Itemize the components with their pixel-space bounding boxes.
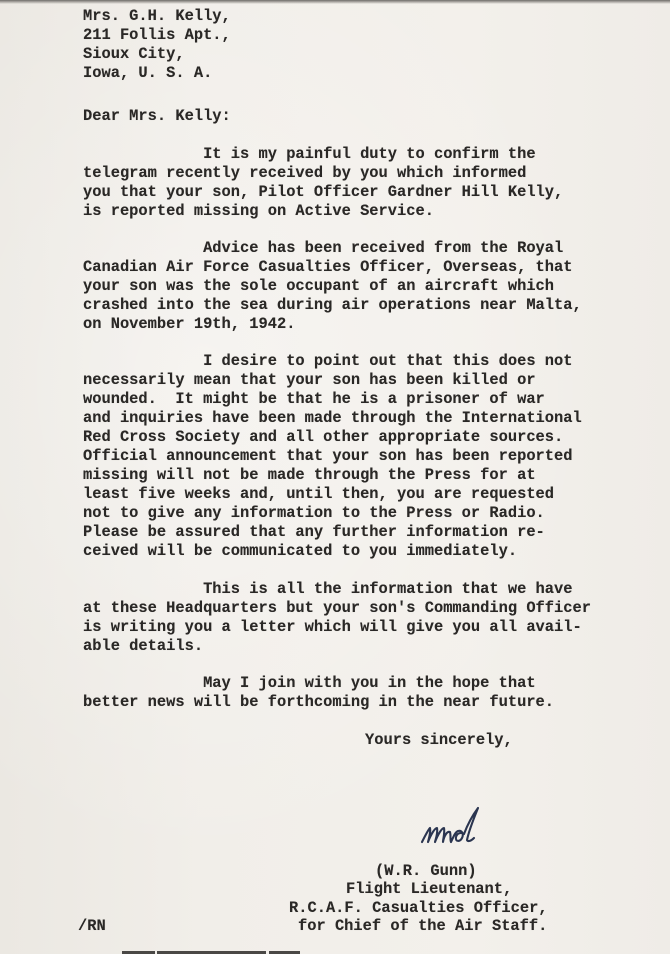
- paragraph-line: your son was the sole occupant of an aircraft which: [83, 277, 555, 295]
- salutation: Dear Mrs. Kelly:: [83, 107, 231, 125]
- paragraph-line: and inquiries have been made through the International: [83, 409, 582, 427]
- paragraph-line: missing will not be made through the Press for at: [83, 466, 536, 484]
- paragraph-line: ceived will be communicated to you immediately.: [83, 542, 518, 560]
- address-line: Sioux City,: [83, 45, 185, 63]
- paragraph-line: May I join with you in the hope that: [83, 674, 536, 692]
- address-line: 211 Follis Apt.,: [83, 26, 231, 44]
- paragraph-line: telegram recently received by you which informed: [83, 164, 527, 182]
- address-line: Iowa, U. S. A.: [83, 64, 213, 82]
- paragraph-line: is reported missing on Active Service.: [83, 202, 434, 220]
- paragraph-line: Official announcement that your son has been reported: [83, 447, 573, 465]
- closing: Yours sincerely,: [365, 731, 513, 749]
- paragraph-line: is writing you a letter which will give you all avail-: [83, 618, 582, 636]
- paragraph-line: Red Cross Society and all other appropriate sources.: [83, 428, 564, 446]
- paragraph-line: Please be assured that any further information re-: [83, 523, 545, 541]
- paragraph-line: able details.: [83, 637, 204, 655]
- paragraph-line: at these Headquarters but your son's Commanding Officer: [83, 599, 591, 617]
- paragraph-line: Canadian Air Force Casualties Officer, Overseas, that: [83, 258, 573, 276]
- handwritten-signature: [420, 806, 482, 848]
- paragraph-line: necessarily mean that your son has been killed or: [83, 371, 536, 389]
- paragraph-line: wounded. It might be that he is a prisoner of war: [83, 390, 545, 408]
- reference-initials: /RN: [78, 917, 106, 935]
- signer-on-behalf: for Chief of the Air Staff.: [298, 917, 548, 935]
- paragraph-line: not to give any information to the Press or Radio.: [83, 504, 545, 522]
- paragraph-line: It is my painful duty to confirm the: [83, 145, 536, 163]
- signer-name: (W.R. Gunn): [375, 862, 477, 880]
- page-top-edge-shadow: [0, 0, 670, 4]
- paragraph-line: crashed into the sea during air operations near Malta,: [83, 296, 582, 314]
- paragraph-line: better news will be forthcoming in the near future.: [83, 693, 555, 711]
- paragraph-line: I desire to point out that this does not: [83, 352, 573, 370]
- paragraph-line: Advice has been received from the Royal: [83, 239, 564, 257]
- paragraph-line: you that your son, Pilot Officer Gardner Hill Kelly,: [83, 183, 564, 201]
- paragraph-line: least five weeks and, until then, you are requested: [83, 485, 555, 503]
- paragraph-line: on November 19th, 1942.: [83, 315, 296, 333]
- paragraph-line: This is all the information that we have: [83, 580, 573, 598]
- address-line: Mrs. G.H. Kelly,: [83, 7, 231, 25]
- signer-rank: Flight Lieutenant,: [346, 880, 513, 898]
- signer-title: R.C.A.F. Casualties Officer,: [289, 899, 548, 917]
